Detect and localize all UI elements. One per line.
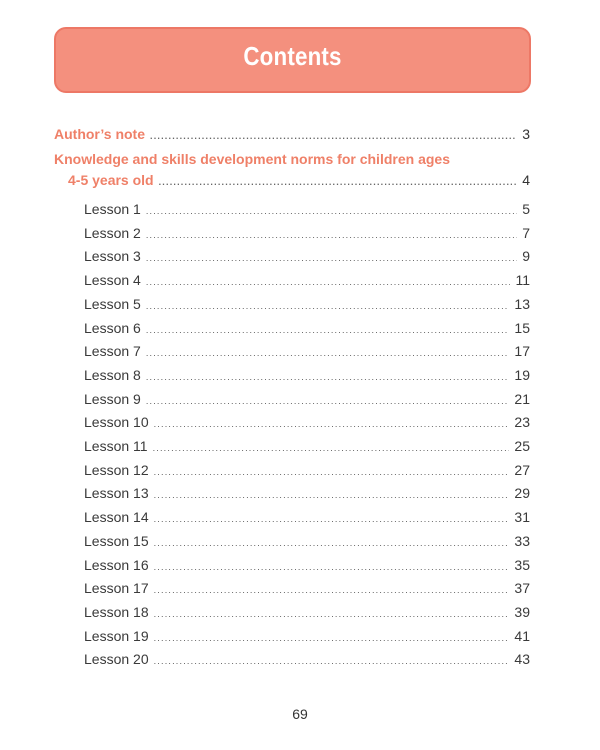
toc-entry-page: 37: [514, 580, 530, 597]
dot-leader: [154, 486, 510, 504]
toc-entry-lesson[interactable]: [84, 437, 530, 457]
toc-entry-page: 29: [514, 485, 530, 502]
toc-entry-page: 15: [514, 319, 530, 336]
toc-entry-page: 9: [522, 248, 530, 265]
toc-entry-authors-note[interactable]: [54, 125, 530, 145]
page-number: 69: [292, 706, 308, 722]
toc-entry-norms-line1[interactable]: Knowledge and skills development norms for children ages: [54, 151, 450, 167]
toc-entry-page: 3: [522, 126, 530, 142]
toc-entry-norms[interactable]: [68, 171, 530, 191]
toc-entry-lesson[interactable]: [84, 295, 530, 315]
toc-entry-label: Lesson 9: [84, 390, 141, 407]
toc-entry-lesson[interactable]: [84, 484, 530, 504]
toc-entry-page: 21: [514, 390, 530, 407]
toc-entry-lesson[interactable]: [84, 603, 530, 623]
toc-entry-page: 4: [522, 172, 530, 188]
dot-leader: [150, 127, 517, 145]
dot-leader: [146, 321, 510, 339]
dot-leader: [146, 392, 510, 410]
dot-leader: [146, 297, 510, 315]
dot-leader: [153, 439, 510, 457]
toc-entry-label: Lesson 2: [84, 224, 141, 241]
contents-header-banner: [54, 27, 531, 93]
dot-leader: [146, 202, 517, 220]
toc-entry-page: 13: [514, 295, 530, 312]
toc-entry-lesson[interactable]: [84, 627, 530, 647]
dot-leader: [154, 629, 510, 647]
toc-entry-page: 25: [514, 438, 530, 454]
toc-entry-lesson[interactable]: [84, 650, 530, 670]
toc-entry-lesson[interactable]: [84, 461, 530, 481]
toc-entry-lesson[interactable]: [84, 556, 530, 576]
dot-leader: [146, 368, 510, 386]
toc-entry-label: Lesson 13: [84, 485, 149, 502]
toc-entry-lesson[interactable]: [84, 532, 530, 552]
toc-entry-label: Lesson 12: [84, 461, 149, 478]
toc-entry-label: Lesson 15: [84, 532, 149, 549]
toc-entry-lesson[interactable]: [84, 390, 530, 410]
toc-entry-lesson[interactable]: [84, 271, 530, 291]
toc-entry-lesson[interactable]: [84, 319, 530, 339]
dot-leader: [146, 273, 511, 291]
page-title: Contents: [243, 41, 342, 71]
toc-entry-lesson[interactable]: [84, 366, 530, 386]
dot-leader: [154, 463, 510, 481]
toc-entry-page: 23: [514, 414, 530, 431]
toc-entry-page: 11: [515, 272, 530, 289]
toc-entry-lesson[interactable]: [84, 224, 530, 244]
toc-entry-page: 41: [514, 627, 530, 644]
dot-leader: [146, 226, 517, 244]
toc-entry-label: Lesson 16: [84, 556, 149, 573]
toc-entry-lesson[interactable]: [84, 579, 530, 599]
toc-entry-label: Lesson 1: [84, 201, 141, 217]
toc-entry-page: 5: [522, 201, 530, 217]
toc-entry-lesson[interactable]: [84, 508, 530, 528]
toc-entry-label: Lesson 10: [84, 414, 149, 431]
toc-entry-page: 19: [514, 366, 530, 383]
toc-entry-label: Lesson 19: [84, 627, 149, 644]
toc-entry-label: Lesson 18: [84, 603, 149, 620]
toc-entry-label: Lesson 3: [84, 248, 141, 265]
dot-leader: [154, 581, 510, 599]
toc-entry-label: Lesson 7: [84, 343, 141, 360]
dot-leader: [154, 510, 510, 528]
toc-entry-label: Lesson 4: [84, 272, 141, 289]
toc-entry-lesson[interactable]: [84, 200, 530, 220]
toc-entry-label: Lesson 8: [84, 366, 141, 383]
toc-entry-page: 33: [514, 532, 530, 549]
toc-entry-label: Author’s note: [54, 126, 145, 142]
dot-leader: [154, 415, 510, 433]
toc-entry-lesson[interactable]: [84, 342, 530, 362]
toc-entry-page: 31: [514, 509, 530, 526]
dot-leader: [154, 534, 510, 552]
dot-leader: [154, 652, 510, 670]
dot-leader: [154, 605, 510, 623]
toc-entry-lesson[interactable]: [84, 247, 530, 267]
toc-entry-label: Lesson 14: [84, 509, 149, 526]
toc-entry-page: 39: [514, 603, 530, 620]
toc-entry-page: 35: [514, 556, 530, 573]
toc-entry-label: Lesson 11: [84, 438, 148, 454]
dot-leader: [146, 249, 517, 267]
toc-entry-label: Lesson 6: [84, 319, 141, 336]
dot-leader: [159, 173, 518, 191]
toc-entry-label: Lesson 5: [84, 295, 141, 312]
toc-entry-page: 27: [514, 461, 530, 478]
toc-entry-page: 7: [522, 224, 530, 241]
toc-entry-label: Lesson 17: [84, 580, 149, 597]
dot-leader: [146, 344, 510, 362]
toc-entry-page: 17: [514, 343, 530, 360]
toc-entry-lesson[interactable]: [84, 413, 530, 433]
toc-entry-label: 4-5 years old: [68, 172, 154, 188]
toc-entry-label: Lesson 20: [84, 651, 149, 668]
toc-entry-page: 43: [514, 651, 530, 668]
dot-leader: [154, 558, 510, 576]
